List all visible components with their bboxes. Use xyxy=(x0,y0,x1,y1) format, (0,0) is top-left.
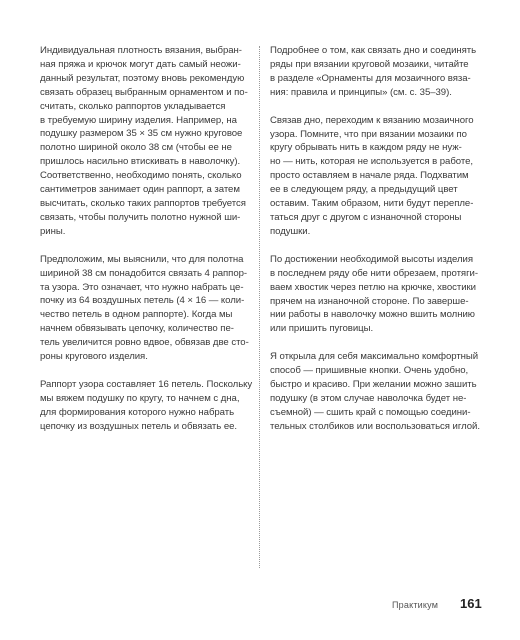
text-line: ная пряжа и крючок могут дать самый неожи- xyxy=(40,58,241,70)
page-number: 161 xyxy=(460,596,482,611)
text-line: почку из 64 воздушных петель (4 × 16 — коли- xyxy=(40,295,245,307)
text-line: та узора. Это означает, что нужно набрать це- xyxy=(40,281,244,293)
text-line: просто оставляем в начале ряда. Подхватим xyxy=(270,170,469,182)
text-line: полотно шириной около 38 см (чтобы ее не xyxy=(40,142,232,154)
text-line: пришлось насильно втискивать в наволочку). xyxy=(40,156,241,168)
text-line: ваем хвостик через петлю на крючке, хвостики xyxy=(270,281,476,293)
text-line: цепочку из воздушных петель и обвязать ее. xyxy=(40,420,238,432)
text-line: узора. Помните, что при вязании мозаики по xyxy=(270,128,467,140)
text-line: По достижении необходимой высоты изделия xyxy=(270,253,473,265)
text-line: сантиметров занимает один раппорт, а затем xyxy=(40,184,240,196)
text-line: но — нить, которая не используется в работе, xyxy=(270,156,473,168)
text-line: Соответственно, необходимо понять, сколько xyxy=(40,170,242,182)
text-line: или пришить пуговицы. xyxy=(270,323,374,335)
text-line: тельных столбиков или воспользоваться иглой. xyxy=(270,420,480,432)
text-line: высчитать, сколько таких раппортов требуется xyxy=(40,197,246,209)
text-line: таться друг с другом с изнаночной стороны xyxy=(270,211,462,223)
column-divider xyxy=(259,46,260,568)
text-line: чество петель в одном раппорте). Когда мы xyxy=(40,309,233,321)
text-line: в последнем ряду обе нити обрезаем, протяги- xyxy=(270,267,478,279)
paragraph xyxy=(270,350,486,433)
text-line: прячем на изнаночной стороне. По заверше- xyxy=(270,295,469,307)
paragraph xyxy=(270,114,486,239)
text-line: для формирования которого нужно набрать xyxy=(40,406,235,418)
paragraph xyxy=(270,44,486,100)
text-line: ее в следующем ряду, а предыдущий цвет xyxy=(270,184,458,196)
paragraph xyxy=(40,44,254,239)
text-line: ряды при вязании круговой мозаики, читайте xyxy=(270,58,469,70)
text-line: Подробнее о том, как связать дно и соединять xyxy=(270,45,477,56)
text-line: мы вяжем подушку по кругу, то начнем с дна, xyxy=(40,392,240,404)
paragraph xyxy=(40,253,254,364)
text-line: съемной) — сшить край с помощью соедини- xyxy=(270,406,471,418)
text-line: быстро и красиво. При желании можно зашить xyxy=(270,379,477,391)
text-line: подушки. xyxy=(270,225,311,237)
text-line: кругу обрывать нить в каждом ряду не нуж- xyxy=(270,142,462,154)
text-line: подушку размером 35 × 35 см нужно круговое xyxy=(40,128,243,140)
text-line: в требуемую ширину изделия. Например, на xyxy=(40,114,237,126)
text-line: шириной 38 см понадобится связать 4 раппор- xyxy=(40,267,248,279)
text-line: начнем обвязывать цепочку, количество пе- xyxy=(40,323,234,335)
text-line: Я открыла для себя максимально комфортный xyxy=(270,351,479,363)
right-column xyxy=(270,44,486,448)
text-line: способ — пришивные кнопки. Очень удобно, xyxy=(270,365,469,377)
text-line: в разделе «Орнаменты для мозаичного вяза- xyxy=(270,72,471,84)
text-line: оставим. Таким образом, нити будут перепле- xyxy=(270,198,474,210)
text-line: Связав дно, переходим к вязанию мозаичного xyxy=(270,114,474,126)
text-line: связать образец выбранным орнаментом и по- xyxy=(40,86,248,98)
running-footer-section: Практикум xyxy=(392,600,439,610)
text-line: Предположим, мы выяснили, что для полотна xyxy=(40,253,244,265)
text-line: подушку (в этом случае наволочка будет не- xyxy=(270,392,467,404)
text-line: связать, чтобы получить полотно нужной ши- xyxy=(40,211,241,223)
text-line: считать, сколько раппортов укладывается xyxy=(40,100,226,112)
text-line: ния: правила и принципы» (см. с. 35–39). xyxy=(270,86,452,98)
text-line: тель увеличится ровно вдвое, обвязав две сто- xyxy=(40,337,249,349)
text-line: рины. xyxy=(40,225,66,237)
text-line: нии работы в наволочку можно вшить молнию xyxy=(270,309,475,321)
text-line: Индивидуальная плотность вязания, выбран- xyxy=(40,45,242,56)
text-line: данный результат, поэтому вновь рекомендую xyxy=(40,72,245,84)
paragraph xyxy=(40,378,254,434)
left-column xyxy=(40,44,254,448)
paragraph xyxy=(270,253,486,336)
text-line: роны кругового изделия. xyxy=(40,351,148,363)
text-line: Раппорт узора составляет 16 петель. Поскольку xyxy=(40,378,253,390)
